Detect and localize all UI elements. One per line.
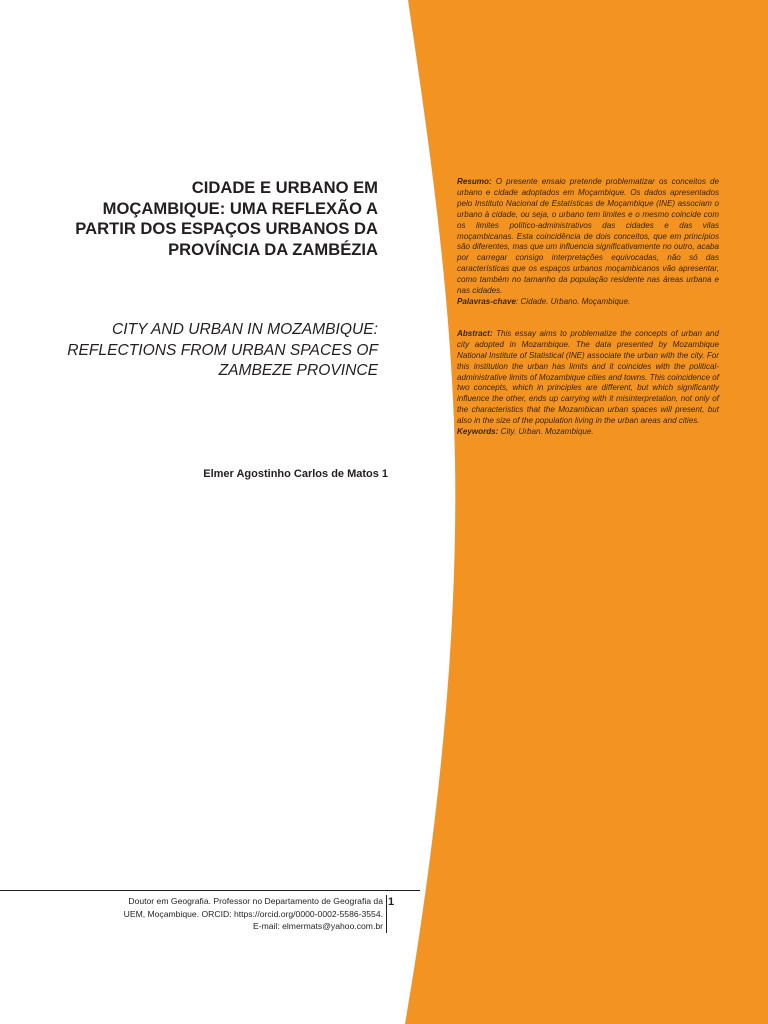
orange-curve-shape bbox=[405, 0, 768, 1024]
footnote bbox=[73, 895, 383, 933]
title-pt-line: CIDADE E URBANO EM bbox=[191, 178, 378, 197]
title-english bbox=[48, 320, 378, 382]
paragraph-gap bbox=[457, 308, 719, 329]
footnote-number: 1 bbox=[388, 896, 395, 908]
author-name: Elmer Agostinho Carlos de Matos bbox=[203, 468, 379, 480]
title-portuguese bbox=[48, 178, 378, 260]
page-number-divider bbox=[386, 895, 387, 933]
resumo-label: Resumo: bbox=[457, 177, 492, 186]
palavras-chave-text: : Cidade. Urbano. Moçambique. bbox=[515, 296, 631, 306]
title-en-line: CITY AND URBAN IN MOZAMBIQUE: bbox=[112, 321, 378, 338]
resumo-paragraph bbox=[457, 177, 719, 297]
abstract-label: Abstract: bbox=[457, 328, 493, 338]
abstract-paragraph bbox=[457, 329, 719, 427]
footnote-line: Doutor em Geografia. Professor no Departamento de Geografia da bbox=[128, 896, 383, 906]
footnote-line: E-mail: elmermats@yahoo.com.br bbox=[252, 921, 383, 932]
footnote-divider bbox=[0, 890, 420, 891]
abstract-box bbox=[457, 177, 719, 438]
footnote-line: UEM, Moçambique. ORCID: https://orcid.org/0000-0002-5586-3554. bbox=[123, 908, 383, 919]
resumo-text: O presente ensaio pretende problematizar os conceitos de urbano e cidade adoptados em Moçambique. Os dados apresentados pelo Instituto Nacional de Estatísticas de Moçambique (INE) associam o urbano à cidade, ou seja, o urbano tem limites e o mesmo coincide com os limites político-administrativos das cidades e das vilas moçambicanas. Esta coincidência de dois conceitos, que em princípios são diferentes, mas que um influencia significativamente no outro, acaba por carregar consigo interpretações equivocadas, não só das características que os espaços urbanos moçambicanos vão apresentar, como também no tamanho da população residente nas áreas urbana e nas cidades. bbox=[457, 177, 719, 296]
keywords-label: Keywords: bbox=[457, 427, 499, 437]
title-en-line: REFLECTIONS FROM URBAN SPACES OF bbox=[67, 341, 378, 359]
author-footnote-mark[interactable]: 1 bbox=[381, 468, 388, 480]
keywords-text: City. Urban. Mozambique. bbox=[498, 427, 594, 437]
keywords-paragraph bbox=[457, 427, 719, 438]
palavras-chave-paragraph bbox=[457, 297, 719, 308]
palavras-chave-label: Palavras-chave bbox=[457, 296, 516, 306]
abstract-text: This essay aims to problematize the concepts of urban and city adopted in Mozambique. The data presented by Mozambique National Institute of Statistical (INE) associate the urban with the city. For this institution the urban has limits and it coincides with the political-administrative limits of Mozambique cities and towns. This coincidence of two concepts, which in principles are different, but which significantly influence the other, ends up carrying with it misinterpretation, not only of the characteristics that the Mozambican urban spaces will present, but also in the size of the population living in the urban areas and cities. bbox=[457, 328, 720, 426]
title-pt-line: MOÇAMBIQUE: UMA REFLEXÃO A bbox=[102, 198, 378, 218]
title-pt-line: PARTIR DOS ESPAÇOS URBANOS DA bbox=[75, 219, 378, 238]
author-line bbox=[88, 468, 388, 480]
title-en-line: ZAMBEZE PROVINCE bbox=[218, 362, 378, 379]
title-pt-line: PROVÍNCIA DA ZAMBÉZIA bbox=[168, 239, 378, 259]
